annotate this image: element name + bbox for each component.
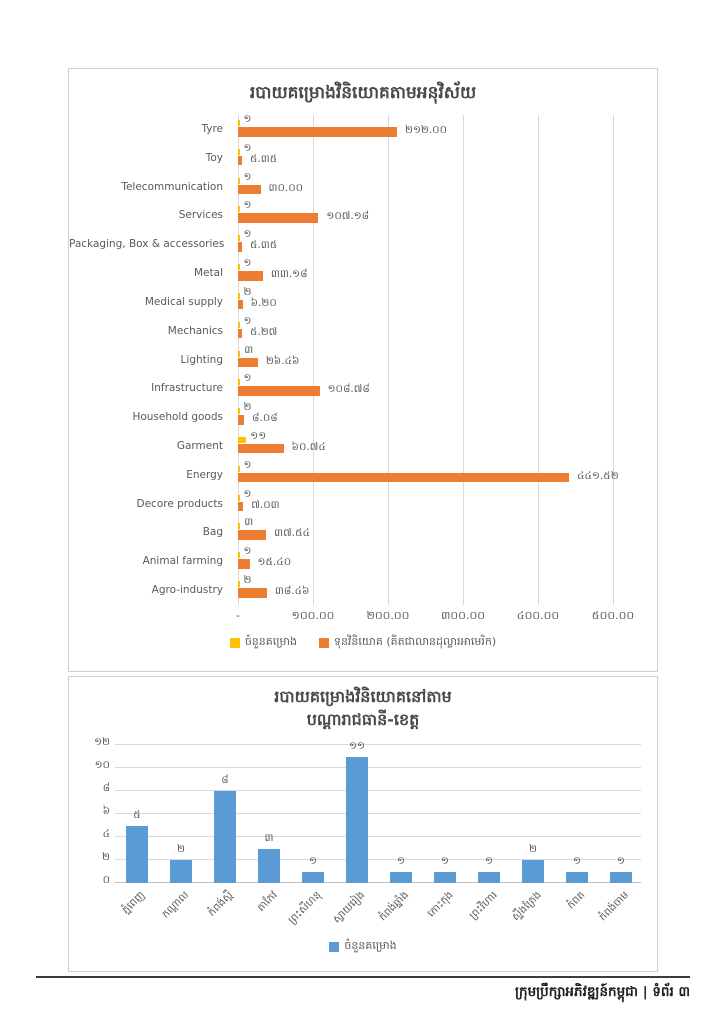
hbar-row — [69, 259, 657, 288]
province-count-bar — [434, 872, 456, 884]
project-count-bar — [238, 466, 240, 472]
project-count-value: ២ — [243, 285, 252, 298]
province-count-bar — [170, 860, 192, 883]
province-count-value: ១ — [397, 854, 405, 867]
bar-group — [238, 518, 653, 547]
project-count-bar — [238, 206, 240, 212]
hbar-row — [69, 518, 657, 547]
hbar-row — [69, 141, 657, 173]
province-count-value: ២ — [529, 843, 537, 855]
hbar-row — [69, 314, 657, 346]
bar-group — [238, 314, 653, 346]
legend-project-count-label: ចំនួនគម្រោង — [244, 635, 297, 648]
province-count-bar — [346, 757, 368, 884]
hbar-row — [69, 343, 657, 375]
subsector-chart-panel — [68, 68, 658, 672]
province-chart-title-line2: បណ្ដារាជធានី-ខេត្ត — [306, 710, 420, 729]
legend-project-count-blue-label: ចំនួនគម្រោង — [344, 939, 397, 952]
project-count-bar — [238, 523, 240, 529]
bar-group — [238, 230, 653, 259]
subsector-chart-plot-area — [69, 115, 657, 605]
investment-bar — [238, 185, 261, 195]
hbar-row — [69, 429, 657, 461]
investment-value: ៤៤១.៥២ — [577, 469, 619, 482]
legend-item-project-count-blue — [329, 939, 396, 955]
investment-value: ៨.០៨ — [252, 412, 278, 425]
bar-group — [238, 201, 653, 230]
investment-value: ៦.២០ — [250, 296, 277, 309]
project-count-value: ១ — [243, 228, 252, 241]
y-tick-label: ២ — [102, 851, 110, 863]
investment-value: ២១២.០០ — [405, 124, 448, 136]
project-count-bar — [238, 235, 240, 241]
category-label: Services — [178, 209, 223, 222]
investment-value: ៦០.៧៤ — [291, 440, 326, 453]
province-chart-x-axis — [115, 883, 641, 939]
project-count-bar — [238, 293, 240, 299]
category-label: Agro-industry — [151, 584, 223, 596]
legend-item-investment — [319, 635, 496, 651]
investment-value: ៣៨.៤៦ — [274, 585, 310, 597]
province-label: ស្ទឹងត្រែង — [509, 889, 544, 924]
province-count-bar — [302, 872, 324, 884]
category-label: Infrastructure — [151, 382, 223, 395]
investment-value: ១០៨.៧៨ — [327, 383, 370, 396]
bar-group — [238, 429, 653, 461]
province-count-bar — [522, 860, 544, 883]
project-count-bar — [238, 351, 240, 357]
hbar-row — [69, 487, 657, 519]
investment-bar — [238, 444, 284, 454]
province-count-bar — [258, 849, 280, 884]
bar-group — [238, 141, 653, 173]
project-count-swatch-icon — [230, 638, 240, 648]
x-tick-label: - — [236, 609, 240, 622]
province-count-value: ២ — [177, 843, 185, 855]
project-count-bar — [238, 264, 240, 270]
subsector-chart-title: របាយគម្រោងវិនិយោគតាមអនុវិស័យ — [249, 83, 477, 103]
bar-group — [238, 343, 653, 375]
investment-bar — [238, 329, 242, 339]
project-count-bar — [238, 552, 240, 558]
hbar-row — [69, 547, 657, 576]
project-count-value: ២ — [243, 401, 252, 414]
province-count-value: ១ — [617, 854, 625, 867]
investment-value: ៣០.០០ — [268, 181, 304, 194]
legend-investment-label: ទុនវិនិយោគ (គិតជាលានដុល្លារអាមេរិក) — [333, 635, 497, 648]
investment-bar — [238, 588, 267, 598]
province-label: កំពង់ឆ្នាំង — [377, 889, 412, 924]
project-count-value: ១ — [243, 545, 252, 558]
investment-bar — [238, 156, 242, 166]
province-count-value: ១ — [573, 854, 581, 867]
project-count-value: ៣ — [244, 516, 254, 529]
x-tick-label: ៣០០.០០ — [440, 609, 486, 622]
x-tick-label: ៥០០.០០ — [591, 609, 635, 622]
project-count-value: ១ — [243, 113, 252, 125]
project-count-value: ១ — [243, 458, 252, 471]
bar-group — [238, 487, 653, 519]
bar-group — [238, 259, 653, 288]
province-label: កោះកុង — [424, 889, 456, 920]
project-count-value: ១១ — [250, 429, 267, 442]
investment-bar — [238, 300, 243, 310]
province-label: កំពង់ស្ពឺ — [205, 889, 236, 919]
province-count-bar — [566, 872, 588, 884]
project-count-bar — [238, 408, 240, 414]
category-label: Toy — [205, 151, 223, 164]
province-label: ស្វាយរៀង — [330, 889, 368, 926]
subsector-chart-x-axis — [69, 609, 657, 627]
y-tick-label: ១២ — [94, 736, 110, 748]
category-label: Bag — [202, 526, 223, 539]
project-count-value: ១ — [243, 170, 252, 183]
project-count-value: ១ — [243, 199, 252, 212]
category-label: Mechanics — [167, 324, 223, 337]
investment-bar — [238, 415, 244, 425]
province-count-value: ១១ — [349, 739, 365, 752]
page-footer: ក្រុមប្រឹក្សាអភិវឌ្ឍន៍កម្ពុជា | ទំព័រ ៣ — [36, 976, 690, 1003]
x-tick-label: ១០០.០០ — [291, 609, 335, 622]
project-count-bar — [238, 437, 246, 443]
investment-bar — [238, 502, 243, 512]
investment-value: ៣៧.៥៤ — [274, 527, 310, 540]
hbar-row — [69, 576, 657, 605]
province-chart-panel — [68, 676, 658, 972]
hbar-row — [69, 230, 657, 259]
bar-group — [238, 458, 653, 490]
investment-bar — [238, 530, 266, 540]
x-tick-label: ២០០.០០ — [366, 609, 410, 622]
hbar-row — [69, 458, 657, 490]
province-count-bar — [478, 872, 500, 884]
hbar-row — [69, 285, 657, 317]
category-label: Lighting — [180, 353, 223, 366]
investment-bar — [238, 127, 397, 137]
investment-bar — [238, 386, 320, 396]
province-count-bar — [214, 791, 236, 883]
category-label: Metal — [194, 267, 223, 280]
bar-group — [238, 170, 653, 202]
project-count-value: ១ — [243, 372, 252, 385]
y-tick-label: ៨ — [102, 782, 110, 794]
province-count-value: ១ — [485, 854, 493, 867]
bar-group — [238, 285, 653, 317]
project-count-value: ៣ — [244, 343, 254, 356]
investment-value: ១០៧.១៨ — [326, 210, 370, 223]
investment-value: ៥.៣៥ — [250, 152, 278, 165]
y-tick-label: ០ — [102, 874, 110, 886]
category-label: Animal farming — [142, 555, 223, 568]
province-count-value: ១ — [441, 854, 449, 867]
investment-value: ៧.០៣ — [251, 498, 280, 511]
investment-swatch-icon — [319, 638, 329, 648]
project-count-bar — [238, 581, 240, 587]
bar-group — [238, 547, 653, 576]
project-count-bar — [238, 495, 240, 501]
province-label: កណ្ដាល — [159, 889, 192, 921]
province-count-bar — [126, 826, 148, 884]
gridline — [115, 790, 641, 791]
province-count-value: ៥ — [133, 808, 141, 821]
investment-bar — [238, 242, 242, 252]
bar-group — [238, 403, 653, 432]
hbar-row — [69, 374, 657, 403]
project-count-value: ១ — [243, 314, 252, 327]
category-label: Telecommunication — [121, 180, 223, 193]
project-count-value: ១ — [243, 141, 252, 154]
province-label: ភ្នំពេញ — [120, 889, 148, 917]
category-label: Decore products — [136, 497, 223, 510]
project-count-bar — [238, 379, 240, 385]
project-count-value: ១ — [243, 487, 252, 500]
province-label: ព្រះវិហារ — [466, 889, 500, 922]
province-label: តាកែវ — [254, 889, 280, 914]
province-count-bar — [390, 872, 412, 884]
project-count-bar — [238, 120, 240, 126]
project-count-value: ១ — [243, 257, 252, 270]
project-count-bar — [238, 322, 240, 328]
province-label: កំពត — [564, 889, 588, 912]
category-label: Packaging, Box & accessories — [69, 238, 225, 251]
subsector-chart-legend — [69, 635, 657, 651]
category-label: Household goods — [132, 411, 223, 424]
province-label: កំពង់ចាម — [597, 889, 632, 924]
province-label: ព្រះសីហនុ — [285, 889, 324, 927]
category-label: Tyre — [201, 123, 223, 135]
hbar-row — [69, 403, 657, 432]
category-label: Medical supply — [144, 295, 223, 308]
investment-bar — [238, 473, 569, 483]
province-count-value: ៨ — [221, 774, 229, 786]
investment-bar — [238, 358, 258, 368]
hbar-row — [69, 115, 657, 144]
x-tick-label: ៤០០.០០ — [516, 609, 560, 622]
project-count-bar — [238, 149, 240, 155]
investment-bar — [238, 213, 318, 223]
category-label: Energy — [186, 468, 223, 481]
project-count-bar — [238, 178, 240, 184]
province-count-value: ១ — [309, 854, 317, 867]
legend-item-project-count — [230, 635, 297, 651]
investment-value: ១៥.៤០ — [257, 556, 292, 569]
y-tick-label: ១០ — [94, 759, 110, 771]
project-count-blue-swatch-icon — [329, 942, 339, 952]
gridline — [115, 813, 641, 814]
investment-value: ៥.២៧ — [249, 325, 278, 338]
investment-bar — [238, 559, 250, 569]
gridline — [115, 836, 641, 837]
province-chart-title — [69, 685, 657, 731]
province-chart-title-line1: របាយគម្រោងវិនិយោគនៅតាម — [274, 687, 452, 706]
bar-group — [238, 576, 653, 605]
category-label: Garment — [176, 439, 223, 452]
gridline — [115, 767, 641, 768]
hbar-row — [69, 170, 657, 202]
province-chart-legend — [69, 939, 657, 955]
investment-value: ៥.៣៥ — [250, 239, 278, 252]
investment-value: ៣៣.១៨ — [270, 268, 308, 281]
project-count-value: ២ — [243, 574, 252, 586]
y-tick-label: ៤ — [102, 828, 110, 840]
province-chart-plot-area — [94, 736, 641, 886]
investment-value: ២៦.៤៦ — [265, 354, 300, 367]
bar-group — [238, 115, 653, 144]
province-count-bar — [610, 872, 632, 884]
investment-bar — [238, 271, 263, 281]
y-tick-label: ៦ — [102, 805, 110, 817]
province-count-value: ៣ — [264, 831, 274, 844]
bar-group — [238, 374, 653, 403]
hbar-row — [69, 201, 657, 230]
